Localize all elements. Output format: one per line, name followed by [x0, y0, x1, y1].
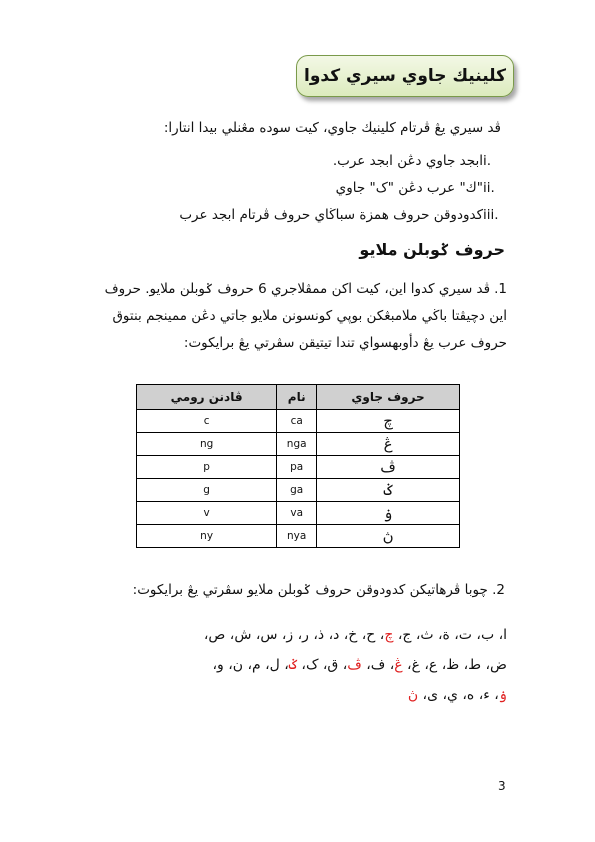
list-item — [83, 174, 503, 201]
paragraph-1 — [87, 276, 507, 357]
header-rumi: ڤادنن رومي — [137, 385, 277, 410]
cell-name: va — [277, 502, 317, 525]
list-number: ii. — [483, 179, 495, 196]
table-row — [137, 433, 460, 456]
paragraph-number: 1. — [494, 281, 507, 297]
paragraph-text: ڤد سيري كدوا اين، كيت اكن ممڤلاجري 6 حروف ݢوبلن ملايو. حروف اين دچيڤتا باڬي ملامبڠكن بوڽي كونسونن ملايو جاتي دڠن ممينجم بنتوق حروف عرب يڠ دأوبهسواي تندا تيتيقن سڤرتي يڠ برايكوت: — [104, 281, 507, 351]
question-text: چوبا ڤرهاتيكن كدودوقن حروف ݢوبلن ملايو سڤرتي يڠ برايكوت: — [132, 582, 488, 598]
cell-rumi: ng — [137, 433, 277, 456]
cell-rumi: v — [137, 502, 277, 525]
alphabet-line — [87, 650, 507, 680]
alphabet-text: ، ل، م، ن، و، — [212, 657, 289, 673]
header-name: نام — [277, 385, 317, 410]
alphabet-text: ، ف، — [361, 657, 395, 673]
cell-name: pa — [277, 456, 317, 479]
cell-name: ca — [277, 410, 317, 433]
cell-jawi: ڠ — [317, 433, 460, 456]
jawi-letter-highlight: ڤ — [347, 657, 362, 673]
cell-jawi: ڽ — [317, 525, 460, 548]
cell-jawi: چ — [317, 410, 460, 433]
header-jawi: حروف جاوي — [317, 385, 460, 410]
cell-name: nya — [277, 525, 317, 548]
cell-jawi: ۏ — [317, 502, 460, 525]
alphabet-text: ، ق، ک، — [296, 657, 348, 673]
cell-rumi: g — [137, 479, 277, 502]
objectives-list — [83, 147, 503, 228]
question-2 — [133, 582, 505, 598]
jawi-letter-highlight: ݢ — [288, 657, 297, 673]
list-number: iii. — [483, 206, 499, 223]
jawi-letter-highlight: ڽ — [407, 687, 419, 703]
cell-name: nga — [277, 433, 317, 456]
table-row — [137, 502, 460, 525]
alphabet-text: ، ء، ه، ي، ى، — [418, 687, 499, 703]
alphabet-text: ا، ب، ت، ة، ث، ج، — [393, 627, 507, 643]
list-number: i. — [483, 152, 492, 169]
alphabet-text: غ — [411, 657, 420, 673]
jawi-letter-highlight: چ — [384, 627, 394, 643]
cell-rumi: ny — [137, 525, 277, 548]
table-row — [137, 410, 460, 433]
alphabet-text: ، — [402, 657, 412, 673]
alphabet-line — [87, 620, 507, 650]
question-number: 2. — [492, 582, 505, 598]
list-text: كدودوقن حروف همزة سباڬاي حروف ڤرتام ابجد عرب — [179, 206, 483, 223]
list-text: ابجد جاوي دڠن ابجد عرب. — [332, 152, 483, 169]
intro-text: ڤد سيري يڠ ڤرتام كلينيك جاوي، كيت سوده مڠنلي بيدا انتارا: — [163, 120, 501, 136]
cell-rumi: c — [137, 410, 277, 433]
table-row — [137, 479, 460, 502]
table-row — [137, 525, 460, 548]
jawi-letter-highlight: ۏ — [498, 687, 507, 703]
table-row — [137, 456, 460, 479]
alphabet-sequence — [87, 620, 507, 710]
cell-rumi: p — [137, 456, 277, 479]
letters-table — [136, 384, 460, 548]
list-item — [83, 201, 503, 228]
page-title: كلينيك جاوي سيري كدوا — [304, 66, 506, 86]
table-header-row — [137, 385, 460, 410]
alphabet-text: ض، ط، ظ، ع، — [419, 657, 507, 673]
cell-jawi: ڤ — [317, 456, 460, 479]
jawi-letter-highlight: ڠ — [394, 657, 403, 673]
cell-name: ga — [277, 479, 317, 502]
page-number: 3 — [498, 779, 506, 793]
list-item — [83, 147, 503, 174]
cell-jawi: ݢ — [317, 479, 460, 502]
alphabet-line — [87, 680, 507, 710]
list-text: "ك" عرب دڠن "ک" جاوي — [335, 179, 483, 196]
section-heading: حروف ݢوبلن ملايو — [359, 240, 505, 259]
alphabet-text: ، ح، خ، د، ذ، ر، ز، س، ش، ص، — [203, 627, 385, 643]
title-banner — [296, 55, 514, 97]
